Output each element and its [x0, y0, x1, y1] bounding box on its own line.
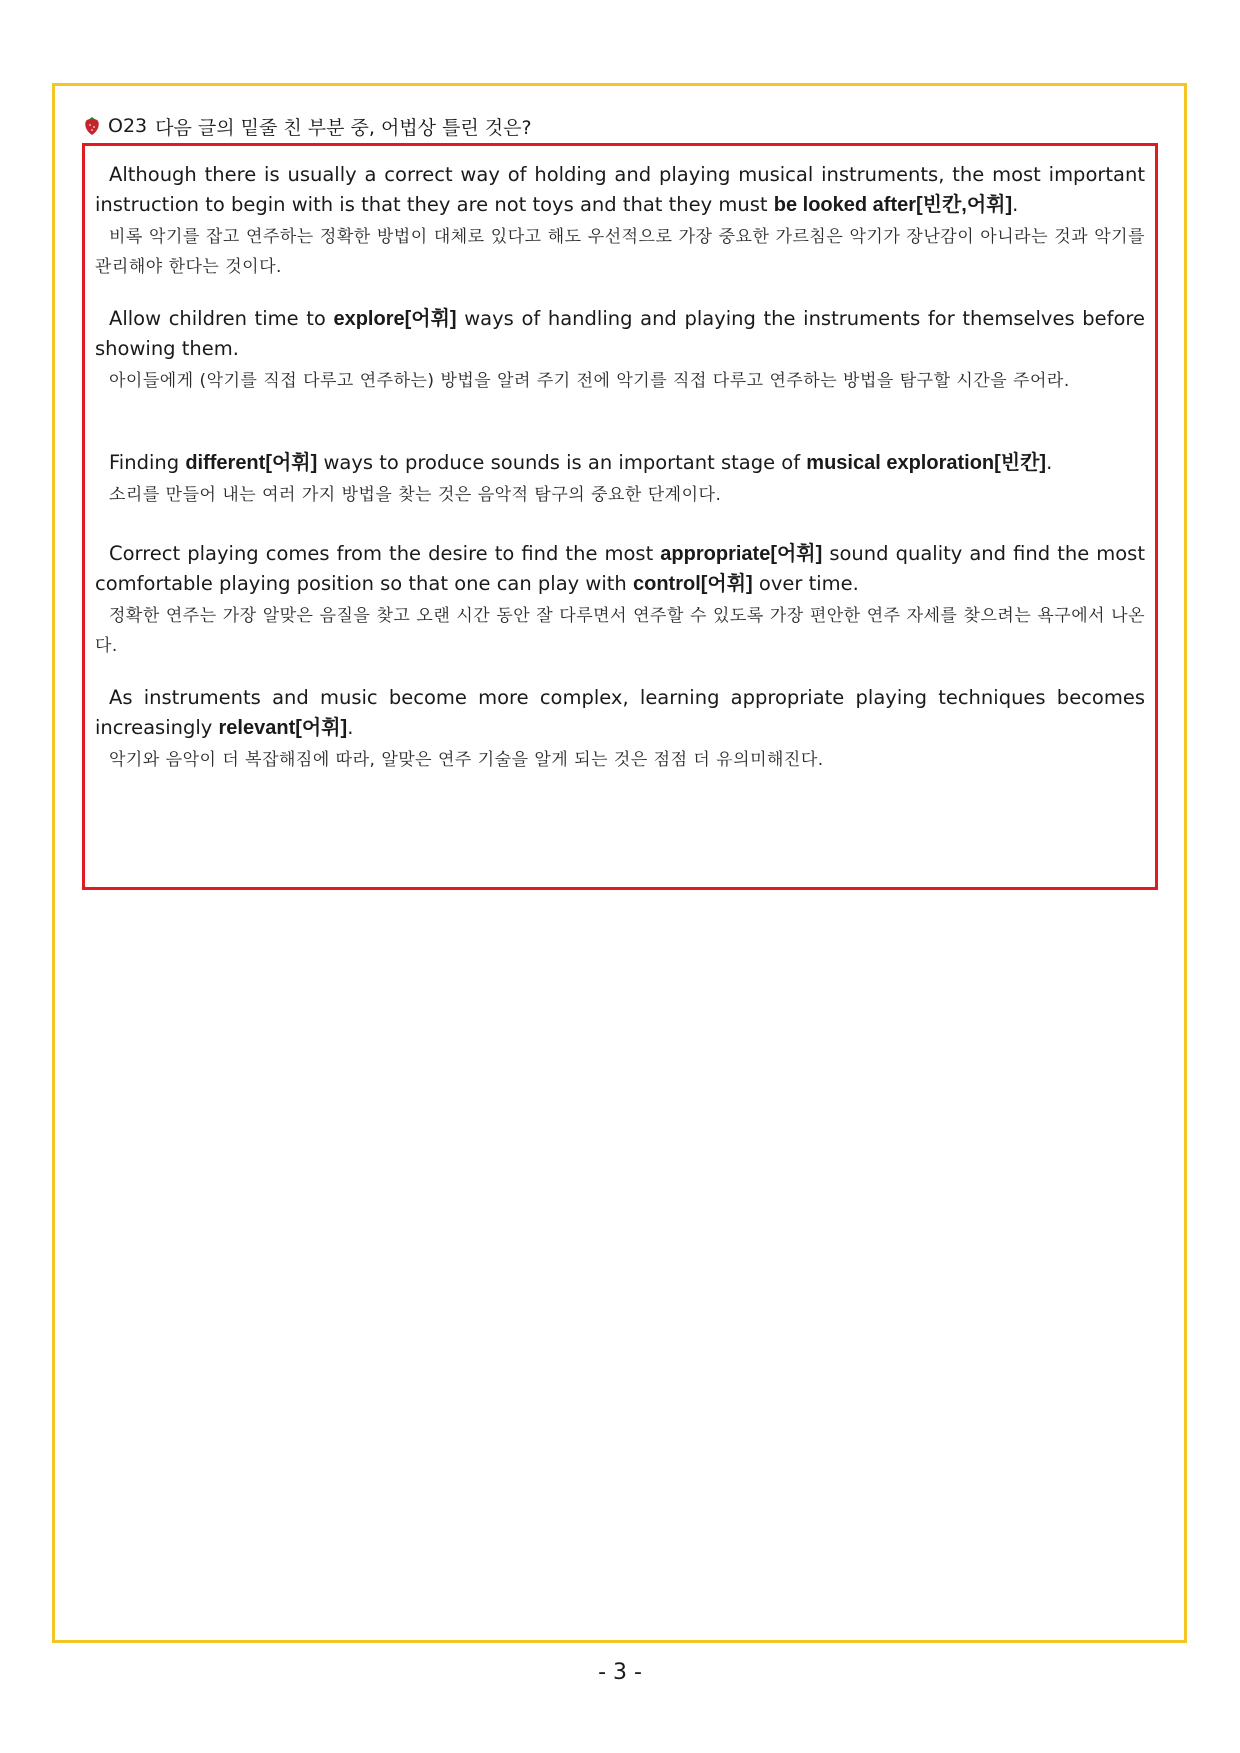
marked-phrase: appropriate[어휘]: [660, 543, 823, 565]
marked-phrase: explore[어휘]: [333, 308, 457, 330]
page-number: - 3 -: [598, 1660, 642, 1685]
korean-translation: 정확한 연주는 가장 알맞은 음질을 찾고 오랜 시간 동안 잘 다루면서 연주할 수 있도록 가장 편안한 연주 자세를 찾으려는 욕구에서 나온다.: [95, 606, 1145, 656]
korean-translation: 소리를 만들어 내는 여러 가지 방법을 찾는 것은 음악적 탐구의 중요한 단계이다.: [109, 485, 722, 505]
marked-phrase: relevant[어휘]: [218, 717, 348, 739]
sentence-text: Although there is usually a correct way of holding and playing musical instruments, the most important instruction to begin with is that they are not toys and that they must: [95, 163, 1145, 216]
sentence-text: .: [1012, 193, 1019, 216]
sentence-text: Finding: [109, 451, 186, 474]
marked-phrase: musical exploration[빈칸]: [806, 452, 1047, 474]
english-sentence: [95, 448, 1145, 478]
english-sentence: [95, 160, 1145, 220]
sentence-text: ways to produce sounds is an important stage of: [317, 451, 807, 474]
paragraph: [95, 304, 1145, 396]
sentence-text: Correct playing comes from the desire to find the most: [109, 542, 661, 565]
question-header: [84, 112, 532, 140]
sentence-text: .: [347, 716, 354, 739]
passage-box: [82, 143, 1158, 890]
sentence-text: As instruments and music become more complex, learning appropriate playing techniques becomes increasingly: [95, 686, 1145, 739]
paragraph: [95, 539, 1145, 661]
korean-translation: 아이들에게 (악기를 직접 다루고 연주하는) 방법을 알려 주기 전에 악기를 직접 다루고 연주하는 방법을 탐구할 시간을 주어라.: [109, 371, 1070, 391]
paragraph: [95, 160, 1145, 282]
sentence-text: over time.: [752, 572, 859, 595]
english-sentence: [95, 683, 1145, 743]
english-sentence: [95, 304, 1145, 364]
sentence-text: sound quality and find the most comfortable playing position so that one can play with: [95, 542, 1145, 595]
sentence-text: Allow children time to: [109, 307, 334, 330]
question-number: O23: [108, 115, 148, 137]
korean-translation: 비록 악기를 잡고 연주하는 정확한 방법이 대체로 있다고 해도 우선적으로 가장 중요한 가르침은 악기가 장난감이 아니라는 것과 악기를 관리해야 한다는 것이다.: [95, 227, 1145, 277]
korean-translation: 악기와 음악이 더 복잡해짐에 따라, 알맞은 연주 기술을 알게 되는 것은 점점 더 유의미해진다.: [109, 750, 824, 770]
question-prompt: 다음 글의 밑줄 친 부분 중, 어법상 틀린 것은?: [155, 116, 532, 139]
marked-phrase: be looked after[빈칸,어휘]: [773, 194, 1013, 216]
sentence-text: .: [1046, 451, 1053, 474]
english-sentence: [95, 539, 1145, 599]
marked-phrase: different[어휘]: [185, 452, 318, 474]
marked-phrase: control[어휘]: [632, 573, 753, 595]
sentence-text: ways of handling and playing the instruments for themselves before showing them.: [95, 307, 1146, 360]
paragraph: [95, 683, 1145, 775]
strawberry-icon: [84, 116, 100, 136]
paragraph: [95, 448, 1145, 510]
